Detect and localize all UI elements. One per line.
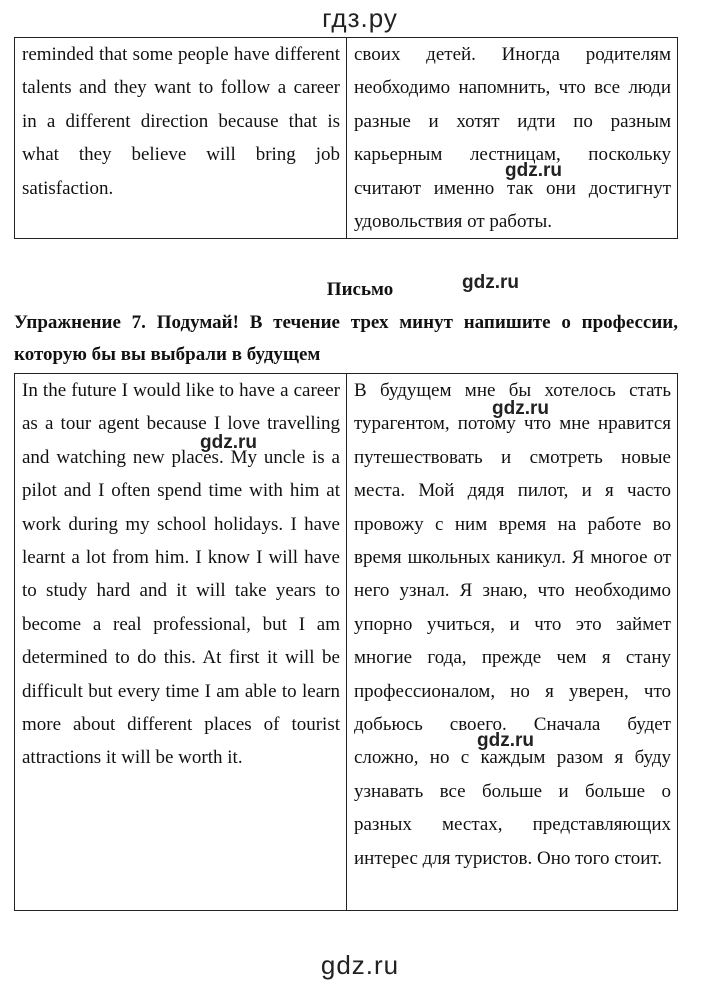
watermark: gdz.ru [492, 398, 549, 419]
site-footer: gdz.ru [320, 950, 400, 980]
russian-text-cell: своих детей. Иногда родителям необходимо напомнить, что все люди разные и хотят идти по разным карьерным лестницам, поскольку считают именно так они достигнут удовольствия от работы. [347, 38, 678, 239]
russian-text-cell: В будущем мне бы хотелось стать турагентом, потому что мне нравится путешествовать и смотреть новые места. Мой дядя пилот, и я часто провожу с ним время на работе во время школьных каникул. Я многое от него узнал. Я знаю, что необходимо упорно учиться, и что это займет многие года, прежде чем я стану профессионалом, но я уверен, что добьюсь своего. Сначала будет сложно, но с каждым разом я буду узнавать все больше и больше о разных местах, представляющих интерес для туристов. Оно того стоит. [347, 374, 678, 911]
table-row [15, 374, 678, 911]
watermark: gdz.ru [505, 160, 562, 181]
section-title: Письмо [326, 279, 394, 300]
translation-table-main [14, 373, 678, 911]
translation-table-top [14, 37, 678, 239]
exercise-title: Упражнение 7. Подумай! В течение трех минут напишите о профессии, которую бы вы выбрали в будущем [14, 312, 678, 365]
english-text-cell: In the future I would like to have a career as a tour agent because I love travelling and watching new places. My uncle is a pilot and I often spend time with him at work during my school holidays. I have learnt a lot from him. I know I will have to study hard and it will take years to become a real professional, but I am determined to do this. At first it will be difficult but every time I am able to learn more about different places of tourist attractions it will be worth it. [15, 374, 347, 911]
english-text-cell: reminded that some people have different talents and they want to follow a career in a different direction because that is what they believe will bring job satisfaction. [15, 38, 347, 239]
watermark: gdz.ru [462, 272, 519, 293]
table-row [15, 38, 678, 239]
watermark: gdz.ru [200, 432, 257, 453]
watermark: gdz.ru [477, 730, 534, 751]
site-header: гдз.ру [322, 3, 398, 33]
